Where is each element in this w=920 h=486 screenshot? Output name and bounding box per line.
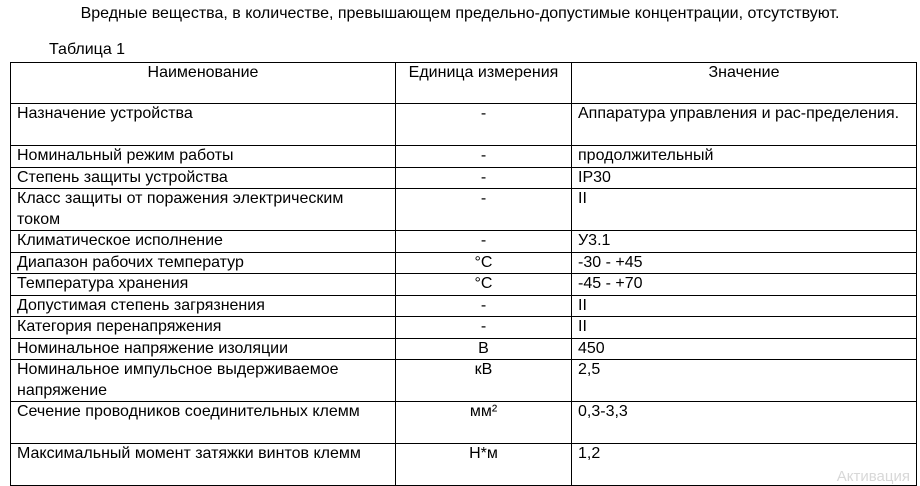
activation-watermark: Активация	[836, 468, 910, 485]
table-row	[11, 231, 917, 253]
row-name: Сечение проводников соединительных клемм	[11, 402, 396, 444]
row-value: У3.1	[572, 231, 917, 253]
row-unit: °С	[396, 274, 572, 296]
row-value: -30 - +45	[572, 252, 917, 274]
row-name: Климатическое исполнение	[11, 231, 396, 253]
row-value: 2,5	[572, 360, 917, 402]
row-unit: В	[396, 338, 572, 360]
row-value: II	[572, 295, 917, 317]
row-value: II	[572, 189, 917, 231]
table-row	[11, 252, 917, 274]
intro-text: Вредные вещества, в количестве, превышающем предельно-допустимые концентрации, отсутствуют.	[80, 5, 840, 22]
table-row	[11, 189, 917, 231]
row-value: 1,2	[572, 444, 917, 486]
row-name: Температура хранения	[11, 274, 396, 296]
row-unit: -	[396, 146, 572, 168]
row-name: Категория перенапряжения	[11, 317, 396, 339]
row-unit: -	[396, 189, 572, 231]
table-row	[11, 444, 917, 486]
table-row	[11, 274, 917, 296]
row-name: Степень защиты устройства	[11, 167, 396, 189]
row-name: Номинальное импульсное выдерживаемое напряжение	[11, 360, 396, 402]
row-value: IP30	[572, 167, 917, 189]
row-name: Номинальный режим работы	[11, 146, 396, 168]
row-unit: -	[396, 295, 572, 317]
table-row	[11, 402, 917, 444]
row-value: 0,3-3,3	[572, 402, 917, 444]
table-row	[11, 317, 917, 339]
header-value: Значение	[572, 63, 917, 104]
table-row	[11, 338, 917, 360]
specifications-table	[10, 62, 917, 486]
row-value: -45 - +70	[572, 274, 917, 296]
row-unit: Н*м	[396, 444, 572, 486]
table-row	[11, 360, 917, 402]
table-row	[11, 295, 917, 317]
row-name: Класс защиты от поражения электрическим током	[11, 189, 396, 231]
row-name: Номинальное напряжение изоляции	[11, 338, 396, 360]
table-row	[11, 104, 917, 146]
row-name: Максимальный момент затяжки винтов клемм	[11, 444, 396, 486]
row-name: Назначение устройства	[11, 104, 396, 146]
row-value: продолжительный	[572, 146, 917, 168]
header-unit: Единица измерения	[396, 63, 572, 104]
row-unit: -	[396, 231, 572, 253]
row-unit: кВ	[396, 360, 572, 402]
row-unit: -	[396, 167, 572, 189]
table-row	[11, 167, 917, 189]
table-row	[11, 146, 917, 168]
header-name: Наименование	[11, 63, 396, 104]
row-value: 450	[572, 338, 917, 360]
row-name: Допустимая степень загрязнения	[11, 295, 396, 317]
row-value: II	[572, 317, 917, 339]
row-unit: -	[396, 104, 572, 146]
row-unit: мм²	[396, 402, 572, 444]
row-value: Аппаратура управления и рас-пределения.	[572, 104, 917, 146]
row-name: Диапазон рабочих температур	[11, 252, 396, 274]
table-caption: Таблица 1	[49, 41, 126, 58]
row-unit: °С	[396, 252, 572, 274]
row-unit: -	[396, 317, 572, 339]
